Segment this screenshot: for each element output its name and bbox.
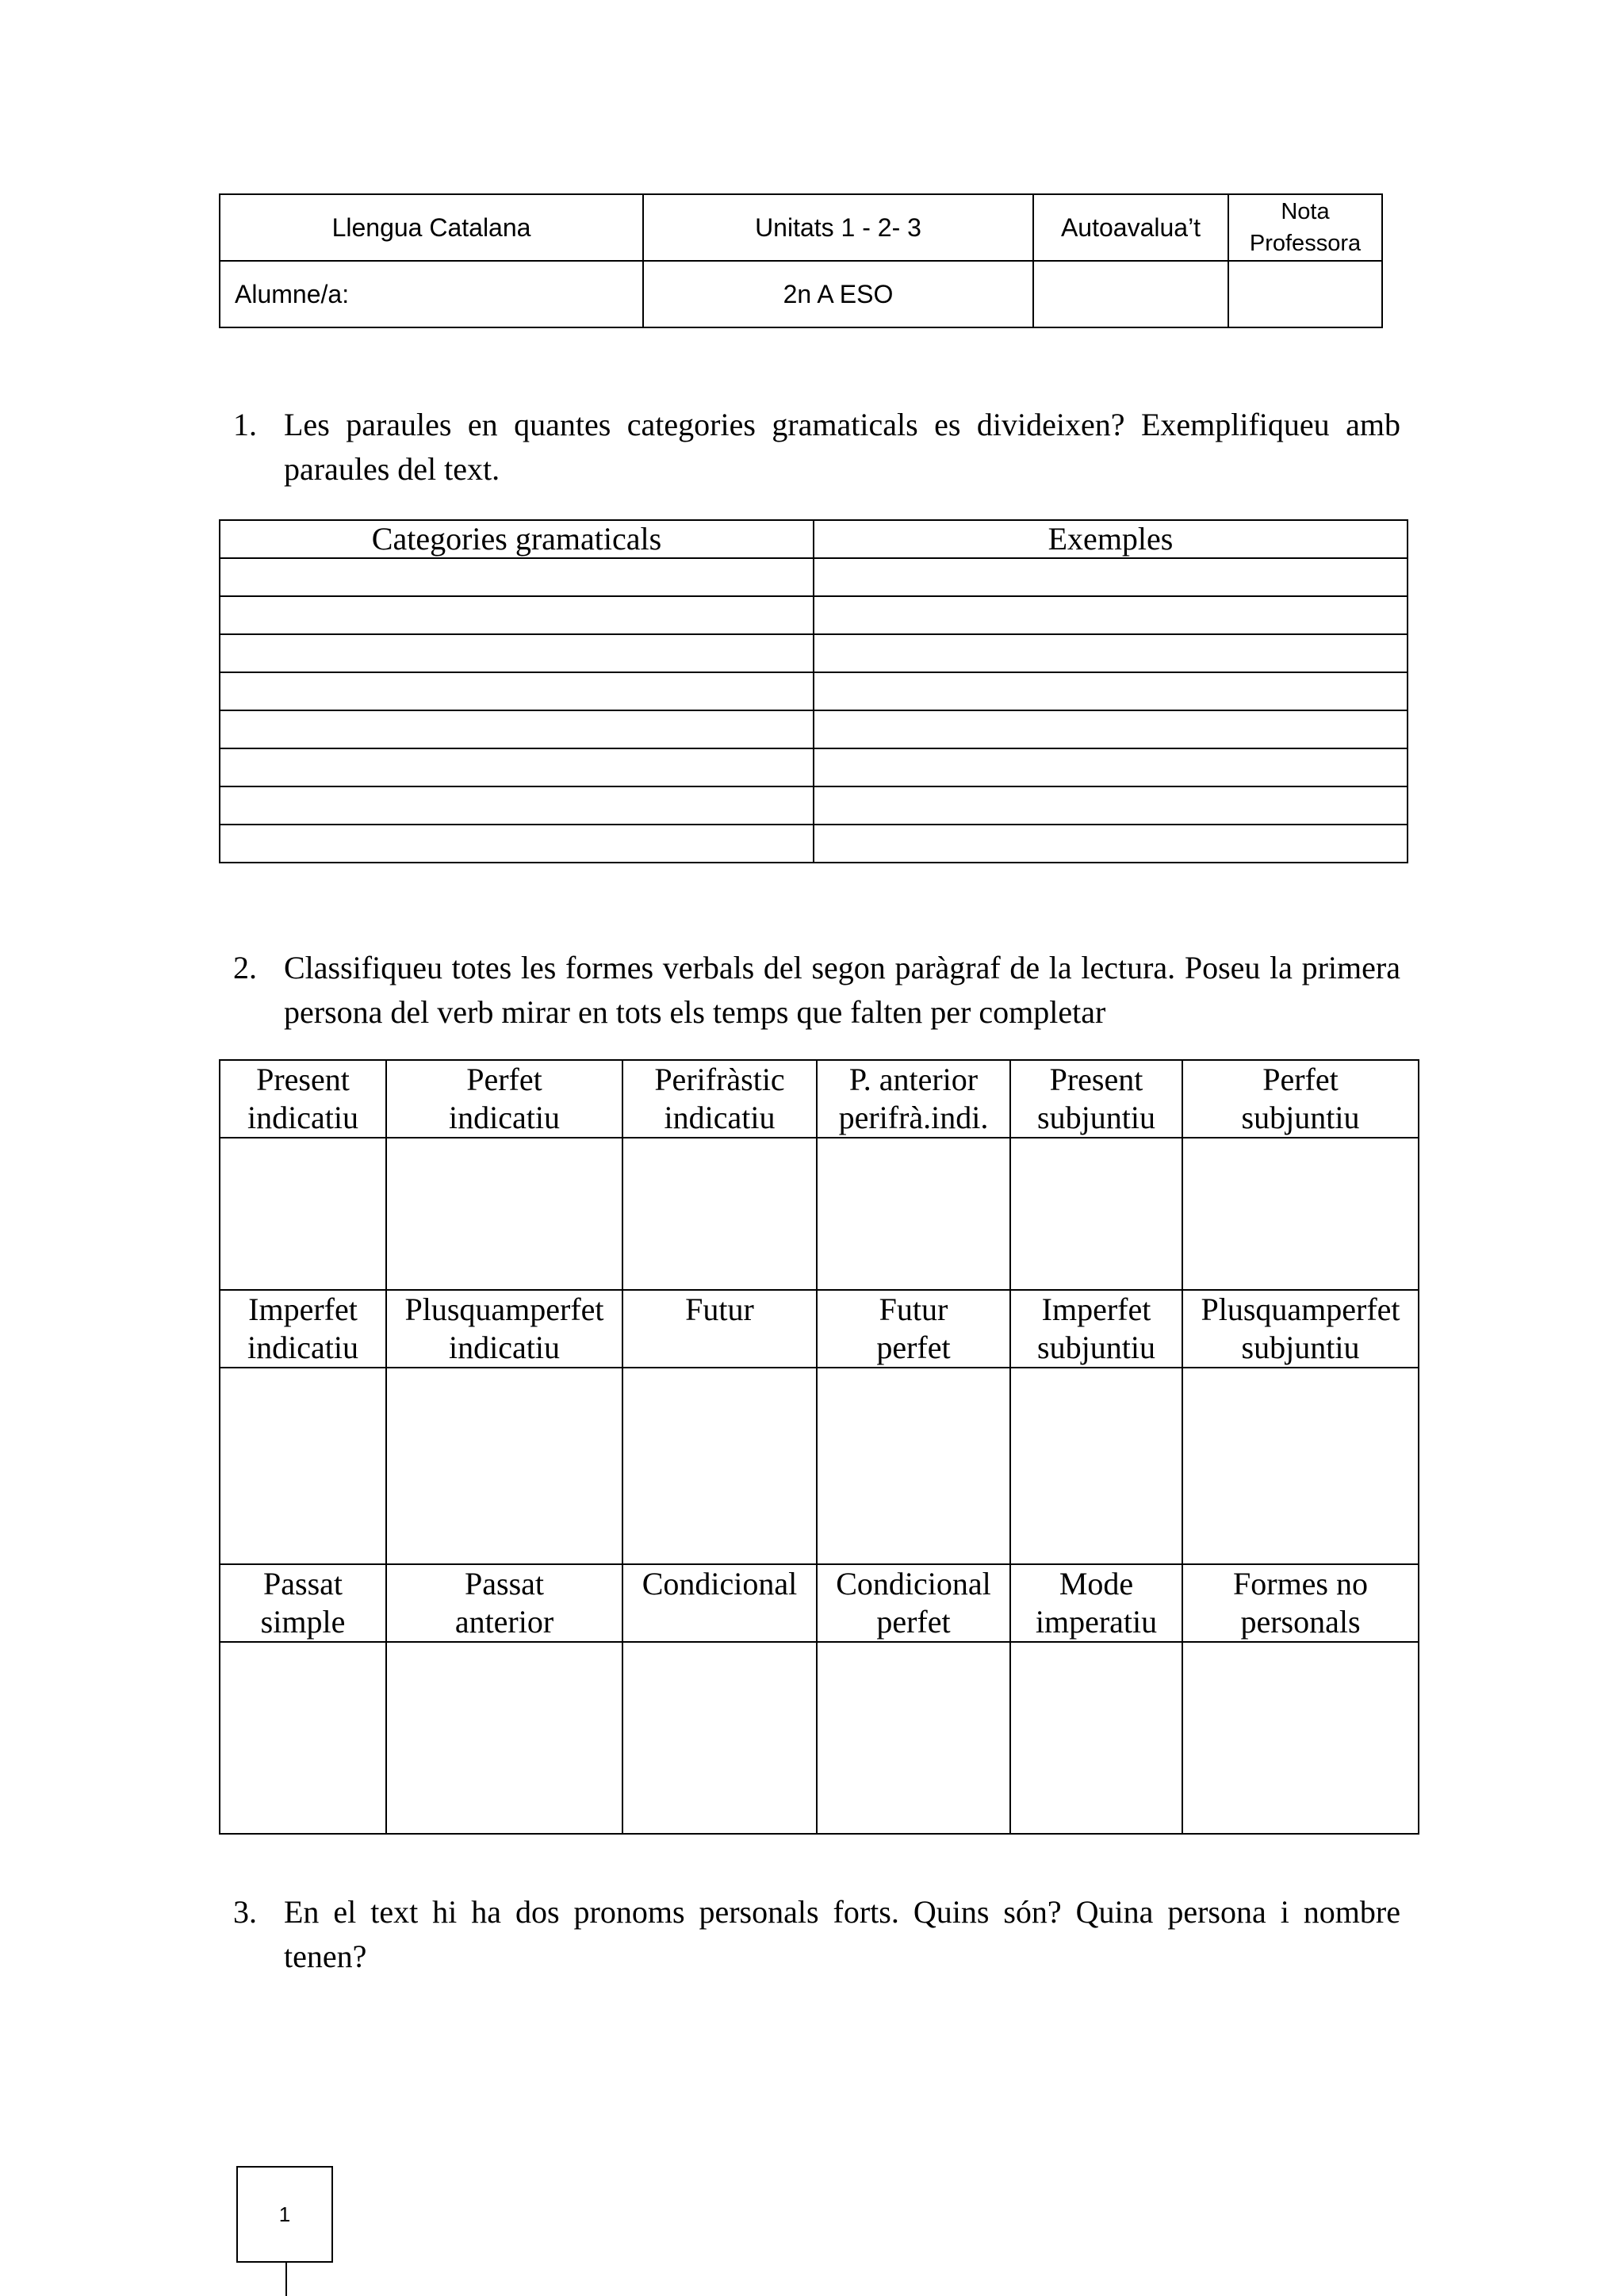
table-row <box>220 558 1408 596</box>
category-cell[interactable] <box>220 748 814 786</box>
units-cell: Unitats 1 - 2- 3 <box>643 194 1033 261</box>
student-name-cell: Alumne/a: <box>220 261 643 327</box>
category-cell[interactable] <box>220 672 814 710</box>
answer-cell[interactable] <box>817 1138 1010 1290</box>
example-cell[interactable] <box>814 634 1408 672</box>
examples-header: Exemples <box>814 520 1408 558</box>
header-table <box>219 193 1383 328</box>
tense-header: Futur <box>622 1290 817 1368</box>
question-1 <box>233 403 1400 492</box>
categories-header: Categories gramaticals <box>220 520 814 558</box>
answer-cell[interactable] <box>1182 1642 1419 1834</box>
answer-cell[interactable] <box>817 1368 1010 1564</box>
answer-cell[interactable] <box>386 1138 622 1290</box>
page-number-line <box>285 2261 287 2296</box>
answer-cell[interactable] <box>386 1368 622 1564</box>
question-1-number: 1. <box>233 407 257 442</box>
answer-cell[interactable] <box>622 1368 817 1564</box>
example-cell[interactable] <box>814 786 1408 825</box>
answer-cell[interactable] <box>1010 1642 1182 1834</box>
answer-cell[interactable] <box>817 1642 1010 1834</box>
tense-header: Condicional <box>622 1564 817 1642</box>
teacher-grade-label-2: Professora <box>1249 231 1362 256</box>
answer-cell[interactable] <box>622 1138 817 1290</box>
category-cell[interactable] <box>220 558 814 596</box>
question-1-text: Les paraules en quantes categories gramaticals es divideixen? Exemplifiqueu amb paraules del text. <box>284 407 1400 487</box>
example-cell[interactable] <box>814 710 1408 748</box>
tense-header: Imperfet indicatiu <box>220 1290 386 1368</box>
question-2-number: 2. <box>233 950 257 985</box>
question-3-text: En el text hi ha dos pronoms personals forts. Quins són? Quina persona i nombre tenen? <box>284 1894 1400 1974</box>
tense-header: Mode imperatiu <box>1010 1564 1182 1642</box>
categories-table <box>219 519 1408 863</box>
question-2-text: Classifiqueu totes les formes verbals del segon paràgraf de la lectura. Poseu la primera persona del verb mirar en tots els temps que falten per completar <box>284 950 1400 1030</box>
tense-header: Plusquamperfet indicatiu <box>386 1290 622 1368</box>
tense-header: Present indicatiu <box>220 1060 386 1138</box>
teacher-grade-label-1: Nota <box>1281 199 1330 224</box>
answer-cell[interactable] <box>386 1642 622 1834</box>
answer-cell[interactable] <box>1010 1368 1182 1564</box>
answer-cell[interactable] <box>220 1138 386 1290</box>
answer-cell[interactable] <box>622 1642 817 1834</box>
verb-tenses-table <box>219 1059 1419 1835</box>
tense-header: Condicional perfet <box>817 1564 1010 1642</box>
page-number: 1 <box>278 2202 291 2226</box>
tense-header: Present subjuntiu <box>1010 1060 1182 1138</box>
table-row <box>220 825 1408 863</box>
tense-header: Perifràstic indicatiu <box>622 1060 817 1138</box>
table-row <box>220 786 1408 825</box>
example-cell[interactable] <box>814 748 1408 786</box>
table-row <box>220 710 1408 748</box>
tense-header: Futur perfet <box>817 1290 1010 1368</box>
tense-header: Imperfet subjuntiu <box>1010 1290 1182 1368</box>
table-row <box>220 634 1408 672</box>
answer-cell[interactable] <box>220 1642 386 1834</box>
category-cell[interactable] <box>220 825 814 863</box>
question-3 <box>233 1890 1400 1979</box>
table-row <box>220 672 1408 710</box>
tense-header: Passat anterior <box>386 1564 622 1642</box>
question-3-number: 3. <box>233 1894 257 1930</box>
example-cell[interactable] <box>814 825 1408 863</box>
category-cell[interactable] <box>220 634 814 672</box>
example-cell[interactable] <box>814 596 1408 634</box>
example-cell[interactable] <box>814 672 1408 710</box>
tense-header: P. anterior perifrà.indi. <box>817 1060 1010 1138</box>
answer-cell[interactable] <box>1182 1138 1419 1290</box>
tense-header: Perfet indicatiu <box>386 1060 622 1138</box>
question-2 <box>233 946 1400 1035</box>
group-cell: 2n A ESO <box>643 261 1033 327</box>
teacher-grade-cell <box>1228 194 1382 261</box>
example-cell[interactable] <box>814 558 1408 596</box>
answer-cell[interactable] <box>1182 1368 1419 1564</box>
tense-header: Perfet subjuntiu <box>1182 1060 1419 1138</box>
self-eval-field[interactable] <box>1033 261 1228 327</box>
table-row <box>220 748 1408 786</box>
tense-header: Plusquamperfet subjuntiu <box>1182 1290 1419 1368</box>
tense-header: Passat simple <box>220 1564 386 1642</box>
self-eval-cell: Autoavalua’t <box>1033 194 1228 261</box>
category-cell[interactable] <box>220 710 814 748</box>
answer-cell[interactable] <box>1010 1138 1182 1290</box>
tense-header: Formes no personals <box>1182 1564 1419 1642</box>
answer-cell[interactable] <box>220 1368 386 1564</box>
page-number-box <box>236 2166 333 2263</box>
category-cell[interactable] <box>220 786 814 825</box>
table-row <box>220 596 1408 634</box>
teacher-grade-field[interactable] <box>1228 261 1382 327</box>
subject-cell: Llengua Catalana <box>220 194 643 261</box>
category-cell[interactable] <box>220 596 814 634</box>
